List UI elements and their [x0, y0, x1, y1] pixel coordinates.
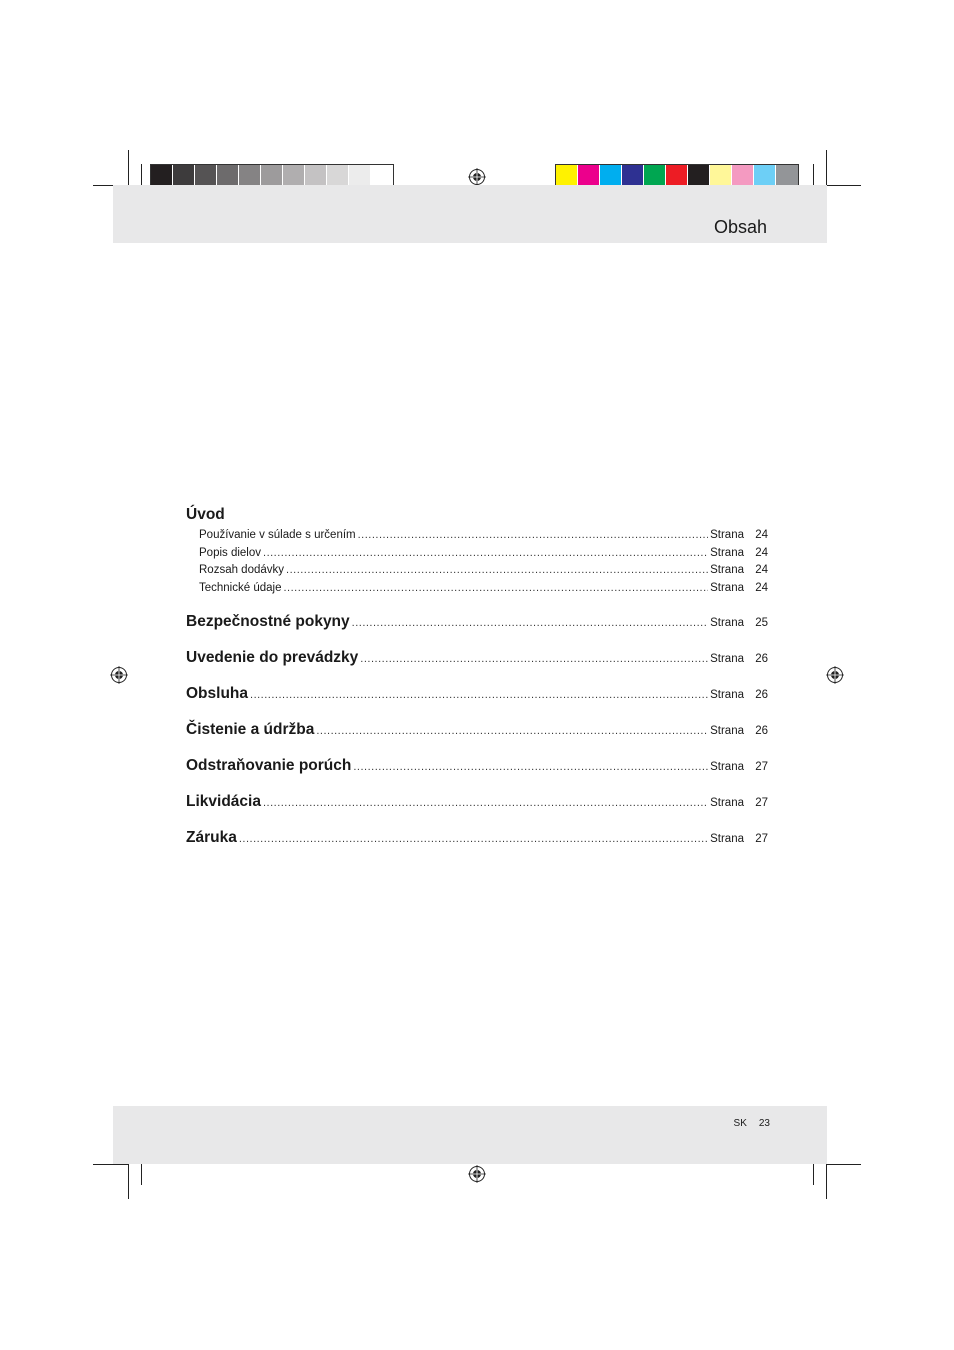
table-of-contents: [186, 505, 768, 849]
color-swatch: [688, 165, 710, 187]
toc-entry[interactable]: [186, 580, 768, 598]
registration-mark-icon: [468, 168, 486, 186]
leader-dots: [250, 685, 708, 705]
crop-mark: [826, 1164, 827, 1199]
page-label: Strana: [710, 653, 744, 665]
page-reference: [710, 757, 768, 777]
color-swatch: [754, 165, 776, 187]
toc-section-title: Likvidácia: [186, 793, 261, 810]
color-swatch: [644, 165, 666, 187]
toc-section[interactable]: [186, 648, 768, 669]
page-number: 24: [755, 564, 768, 576]
crop-mark: [827, 185, 861, 186]
leader-dots: [352, 613, 708, 633]
toc-entry-title: Popis dielov: [199, 546, 262, 559]
color-swatch: [666, 165, 688, 187]
registration-mark-icon: [110, 666, 128, 684]
page-label: Strana: [710, 761, 744, 773]
color-swatch: [261, 165, 283, 187]
footer-band: [113, 1106, 827, 1164]
color-swatch: [151, 165, 173, 187]
toc-section[interactable]: [186, 756, 768, 777]
leader-dots: [263, 793, 708, 813]
toc-section-title: Záruka: [186, 829, 237, 846]
page-label: Strana: [710, 689, 744, 701]
toc-section-title: Obsluha: [186, 685, 249, 702]
crop-mark: [128, 150, 129, 185]
page-reference: [710, 793, 768, 813]
toc-section[interactable]: [186, 792, 768, 813]
page-reference: [710, 685, 768, 705]
page-reference: [710, 545, 768, 563]
page-reference: [710, 580, 768, 598]
color-swatch: [173, 165, 195, 187]
color-swatch: [556, 165, 578, 187]
page-label: Strana: [710, 617, 744, 629]
page-number: 24: [755, 529, 768, 541]
page-label: Strana: [710, 581, 744, 594]
page-reference: [710, 527, 768, 545]
page-number: 24: [755, 546, 768, 559]
page-label: Strana: [710, 529, 744, 541]
page-reference: [710, 721, 768, 741]
toc-section-title: Odstraňovanie porúch: [186, 757, 352, 774]
toc-section[interactable]: [186, 720, 768, 741]
color-swatch: [371, 165, 393, 187]
color-swatch: [732, 165, 754, 187]
crop-mark: [93, 1164, 128, 1165]
page-label: Strana: [710, 725, 744, 737]
crop-mark: [827, 1164, 861, 1165]
color-swatch: [600, 165, 622, 187]
crop-mark: [826, 150, 827, 185]
page-number: 27: [755, 833, 768, 845]
color-swatch: [710, 165, 732, 187]
page-title: Obsah: [713, 217, 767, 237]
color-swatch: [327, 165, 349, 187]
page-number: 25: [755, 617, 768, 629]
page-label: Strana: [710, 797, 744, 809]
toc-entry[interactable]: [186, 562, 768, 580]
toc-entry-title: Technické údaje: [199, 581, 282, 594]
page-label: Strana: [710, 546, 744, 559]
color-swatch: [776, 165, 798, 187]
toc-section[interactable]: [186, 684, 768, 705]
page-footer: [734, 1118, 770, 1129]
page-number: 23: [758, 1118, 770, 1129]
language-code: SK: [733, 1118, 747, 1129]
leader-dots: [286, 562, 708, 580]
leader-dots: [239, 829, 708, 849]
leader-dots: [263, 545, 708, 563]
toc-section[interactable]: [186, 612, 768, 633]
registration-mark-icon: [826, 666, 844, 684]
toc-entry[interactable]: [186, 545, 768, 563]
color-swatch: [239, 165, 261, 187]
page-reference: [710, 613, 768, 633]
color-swatch: [217, 165, 239, 187]
page-label: Strana: [710, 564, 744, 576]
page-number: 24: [755, 581, 768, 594]
page-number: 27: [755, 761, 768, 773]
color-swatch: [578, 165, 600, 187]
color-swatch: [349, 165, 371, 187]
toc-section-title: Bezpečnostné pokyny: [186, 613, 350, 630]
color-swatch: [622, 165, 644, 187]
page-reference: [710, 562, 768, 580]
leader-dots: [360, 649, 708, 669]
color-swatch: [305, 165, 327, 187]
page-label: Strana: [710, 833, 744, 845]
page-number: 26: [755, 653, 768, 665]
leader-dots: [316, 721, 708, 741]
page-reference: [710, 649, 768, 669]
page-number: 27: [755, 797, 768, 809]
toc-section[interactable]: [186, 828, 768, 849]
leader-dots: [358, 527, 709, 545]
toc-section-title: Čistenie a údržba: [186, 721, 315, 738]
toc-section-title: Úvod: [186, 506, 225, 523]
toc-entry-title: Rozsah dodávky: [199, 564, 285, 576]
crop-mark: [128, 1164, 129, 1199]
toc-section-intro: [186, 505, 768, 597]
registration-mark-icon: [468, 1165, 486, 1183]
toc-section-title: Uvedenie do prevádzky: [186, 649, 359, 666]
page-number: 26: [755, 689, 768, 701]
color-swatch: [283, 165, 305, 187]
page-number: 26: [755, 725, 768, 737]
leader-dots: [353, 757, 708, 777]
leader-dots: [283, 580, 708, 598]
toc-entry[interactable]: [186, 527, 768, 545]
header-band: [113, 185, 827, 243]
page-reference: [710, 829, 768, 849]
toc-entry-title: Používanie v súlade s určením: [199, 529, 356, 541]
color-swatch: [195, 165, 217, 187]
